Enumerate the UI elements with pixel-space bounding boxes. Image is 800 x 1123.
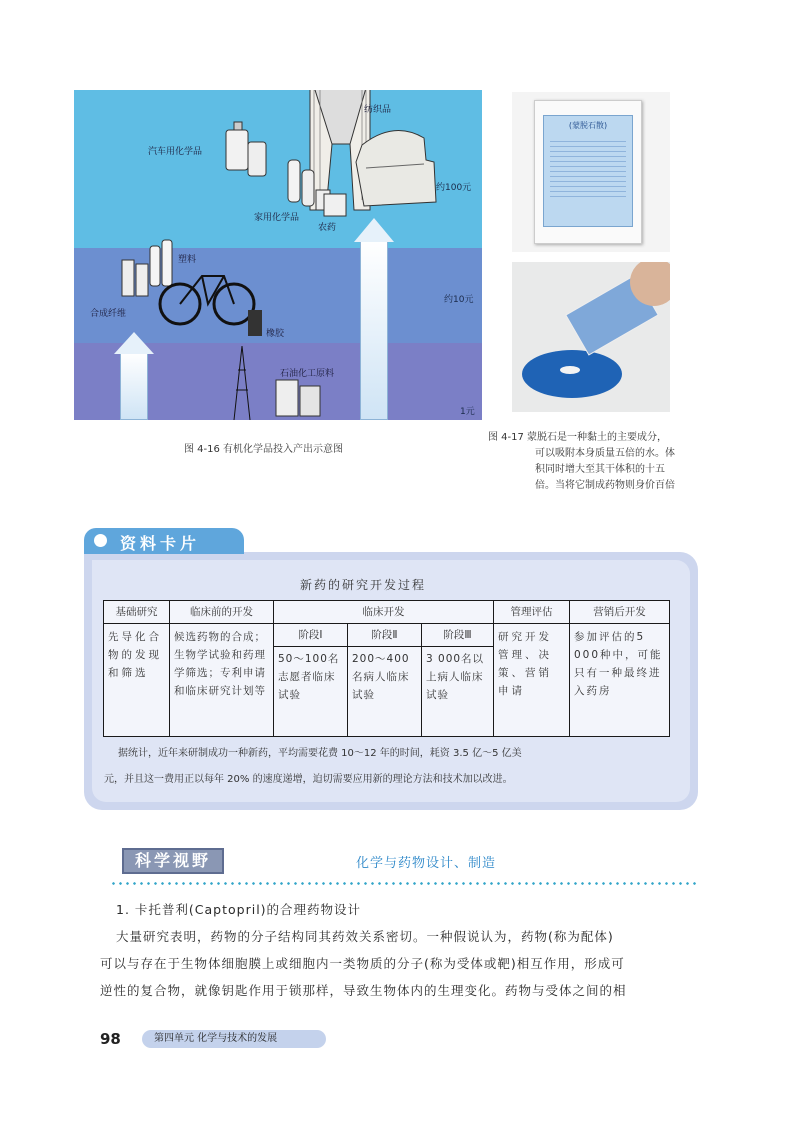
bicycle-icon [160,276,254,324]
label-auto-chemicals: 汽车用化学品 [148,147,203,157]
science-badge [122,848,224,874]
footer-unit-label: 第四单元 化学与技术的发展 [154,1033,278,1044]
dotted-divider [110,882,698,885]
cell-preclinical: 候选药物的合成；生物学试验和药理学筛选；专利申请和临床研究计划等 [170,624,274,737]
phase-3-header: 阶段Ⅲ [422,624,494,647]
cell-postmarket: 参加评估的5 000种中，可能只有一种最终进入药房 [570,624,670,737]
figure-416-caption: 图 4-16 有机化学品投入产出示意图 [184,444,344,455]
header-basic: 基础研究 [104,601,170,624]
header-postmarket: 营销后开发 [570,601,670,624]
body-line-1: 大量研究表明，药物的分子结构同其药效关系密切。一种假说认为，药物(称为配体) [116,929,614,944]
packet [534,100,642,244]
figure-input-output [74,90,482,420]
caption-line-4: 倍。当将它制成药物则身价百倍 [535,480,675,491]
oil-derrick-icon [234,346,250,420]
header-preclinical: 临床前的开发 [170,601,274,624]
card-title: 新药的研究开发过程 [300,578,427,592]
packet-label [543,115,633,227]
card-note-line-1: 据统计，近年来研制成功一种新药，平均需要花费 10～12 年的时间，耗资 3.5 亿～5 亿美 [118,748,522,759]
fiber-spools-icon [122,240,172,296]
body-line-2: 可以与存在于生物体细胞膜上或细胞内一类物质的分子(称为受体或靶)相互作用，形成可 [100,956,625,971]
auto-chemical-bottles-icon [226,122,266,176]
section-title: 1. 卡托普利(Captopril)的合理药物设计 [116,902,362,917]
header-clinical: 临床开发 [274,601,494,624]
arrow-up-large [360,240,388,420]
arrow-up-small [120,352,148,420]
drug-development-table [103,600,670,737]
powder-photo [512,262,670,412]
label-plastics: 塑料 [178,255,197,265]
cell-basic: 先导化合物的发现和筛选 [104,624,170,737]
label-household-chemicals: 家用化学品 [254,213,300,223]
phase-1-header: 阶段Ⅰ [274,624,348,647]
body-line-3: 逆性的复合物，就像钥匙作用于锁那样，导致生物体内的生理变化。药物与受体之间的相 [100,983,627,998]
tab-label: 资料卡片 [120,534,201,553]
science-heading: 化学与药物设计、制造 [356,856,497,871]
powder-illustration [512,262,670,412]
header-regulatory: 管理评估 [494,601,570,624]
info-card-tab [84,528,244,554]
armchair-icon [356,130,436,206]
label-pesticides: 农药 [318,223,337,233]
science-badge-label: 科学视野 [134,851,211,870]
footer-unit-bar [142,1030,326,1048]
label-textiles: 纺织品 [364,105,392,115]
price-mid: 约10元 [444,295,474,305]
phase-2-header: 阶段Ⅱ [348,624,422,647]
blue-dish-icon [522,350,622,398]
pesticide-box-icon [324,194,346,216]
label-rubber: 橡胶 [266,329,285,339]
caption-line-2: 可以吸附本身质量五倍的水。体 [535,448,675,459]
page-number: 98 [100,1030,121,1048]
barrels-icon [276,380,320,416]
label-petrochem: 石油化工原料 [280,369,335,379]
tab-bullet-icon [94,534,107,547]
arrow-up-large-head [354,218,394,242]
medicine-packet-photo [512,92,670,252]
cell-phase-1: 50～100名志愿者临床试验 [274,647,348,737]
caption-line-1: 图 4-17 蒙脱石是一种黏土的主要成分， [488,432,668,443]
rubber-roll-icon [248,310,262,336]
cell-phase-3: 3 000名以上病人临床试验 [422,647,494,737]
figure-417-caption [488,430,675,494]
price-bottom: 1元 [460,407,475,417]
caption-line-3: 积同时增大至其干体积的十五 [535,464,665,475]
cell-phase-2: 200～400名病人临床试验 [348,647,422,737]
label-synthetic-fiber: 合成纤维 [90,309,127,319]
cell-regulatory: 研究开发管理、决策、营销申请 [494,624,570,737]
packet-text-lines [550,137,626,197]
packet-title: (蒙脱石散) [568,121,608,130]
price-top: 约100元 [436,183,472,193]
powder-pile-icon [560,366,580,374]
arrow-up-small-head [114,332,154,354]
card-note-line-2: 元，并且这一费用正以每年 20% 的速度递增，迫切需要应用新的理论方法和技术加以改进。 [104,774,513,785]
